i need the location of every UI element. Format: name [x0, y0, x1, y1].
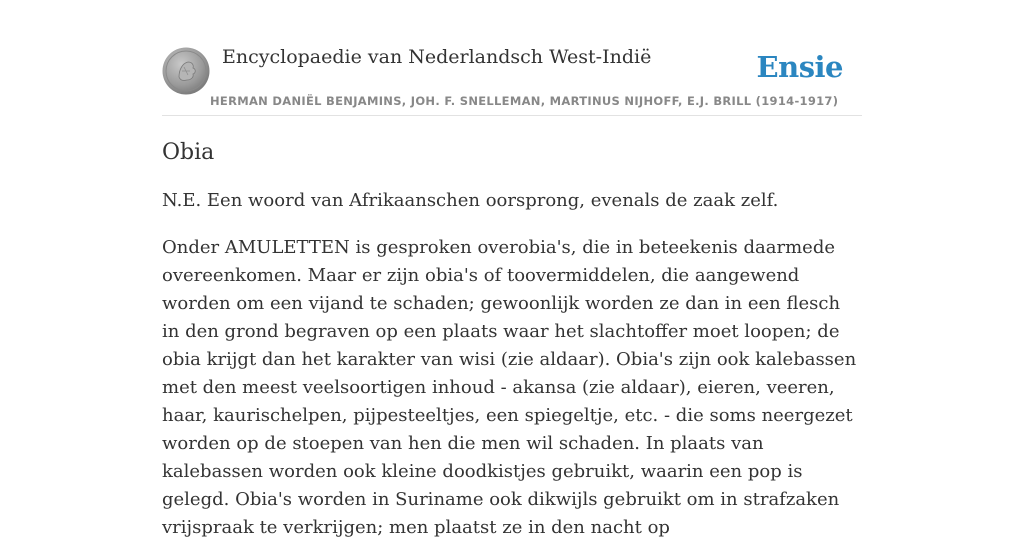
- coin-icon[interactable]: [162, 47, 210, 95]
- header: [162, 46, 862, 116]
- paragraph-body: Onder AMULETTEN is gesproken overobia's, die in beteekenis daarmede overeenkomen. Maar er zijn obia's of toovermiddelen, die aangewend worden om een vijand te schaden; gewoonlijk worden ze dan in een flesch in den grond begraven op een plaats waar het slachtoffer moet loopen; de obia krijgt dan het karakter van wisi (zie aldaar). Obia's zijn ook kalebassen met den meest veelsoortigen inhoud - akansa (zie aldaar), eieren, veeren, haar, kaurischelpen, pijpesteeltjes, een spiegeltje, etc. - die soms neergezet worden op de stoepen van hen die men wil schaden. In plaats van kalebassen worden ook kleine doodkistjes gebruikt, waarin een pop is gelegd. Obia's worden in Suriname ook dikwijls gebruikt om in strafzaken vrijspraak te verkrijgen; men plaatst ze in den nacht op: [162, 237, 857, 538]
- entry-title: Obia: [162, 140, 215, 165]
- page: [162, 0, 862, 542]
- authors-line: HERMAN DANIËL BENJAMINS, JOH. F. SNELLEMAN, MARTINUS NIJHOFF, E.J. BRILL (1914-1917): [210, 94, 839, 108]
- brand-logo[interactable]: Ensie: [756, 50, 843, 84]
- paragraph-intro: N.E. Een woord van Afrikaanschen oorsprong, evenals de zaak zelf.: [162, 190, 779, 211]
- book-title[interactable]: Encyclopaedie van Nederlandsch West-Indië: [222, 46, 652, 68]
